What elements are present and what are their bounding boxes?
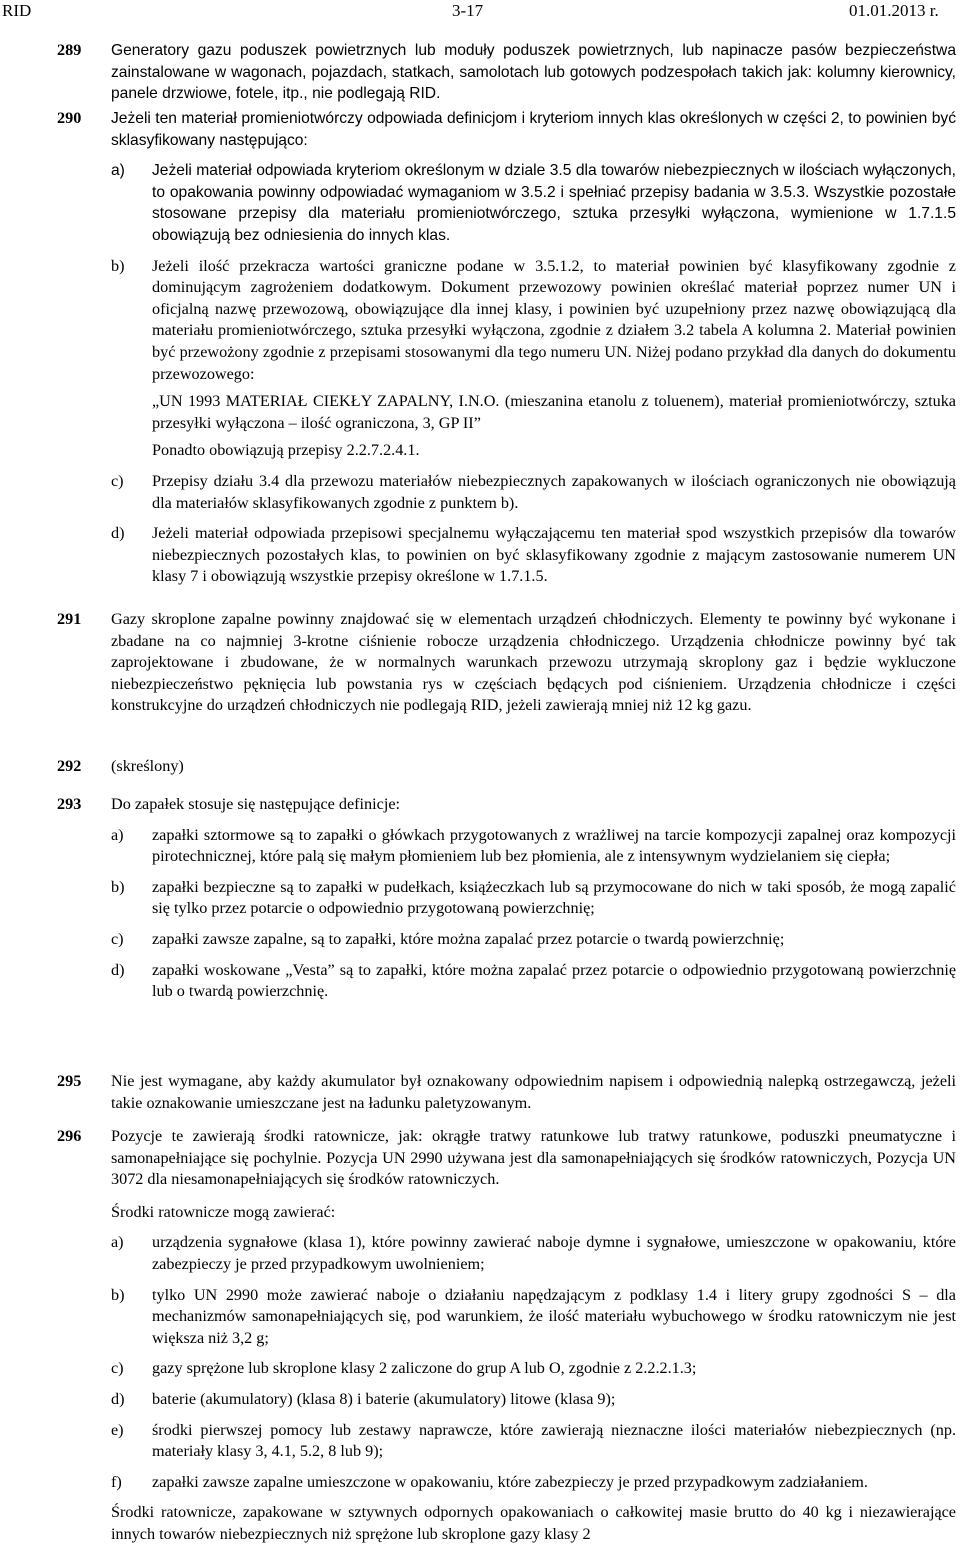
- provision-text: Nie jest wymagane, aby każdy akumulator był oznakowany odpowiednim napisem i odpowiednią nalepką ostrzegawczą, jeżeli takie oznakowanie umieszczane jest na ładunku paletyzowanym.: [111, 1072, 956, 1112]
- list-item-label: a): [111, 162, 125, 180]
- list-item-label: c): [111, 471, 124, 490]
- provision-body: [111, 1126, 956, 1546]
- list-item-label: a): [111, 1233, 124, 1252]
- list-item: [111, 523, 956, 588]
- provision-number: 296: [57, 1127, 82, 1145]
- header-doc-name: RID: [2, 1, 32, 20]
- provision-intro: Do zapałek stosuje się następujące definicje:: [111, 795, 401, 813]
- provision-body: [111, 794, 956, 1003]
- provision-text: Pozycje te zawierają środki ratownicze, jak: okrągłe tratwy ratunkowe lub tratwy ratunkowe, poduszki pneumatyczne i samonapełniające się pochylnie. Pozycja UN 2990 używana jest dla samonapełniających się środków ratowniczych, Pozycja UN 3072 dla niesamonapełniających się środków ratowniczych.: [111, 1127, 956, 1189]
- list-item: [111, 929, 956, 951]
- provision-intro: Jeżeli ten materiał promieniotwórczy odpowiada definicjom i kryteriom innych klas określonych w części 2, to powinien być sklasyfikowany następująco:: [111, 110, 956, 149]
- list-item: [111, 877, 956, 920]
- provision-number: 295: [57, 1072, 82, 1090]
- list-item: [111, 960, 956, 1003]
- list-item-text: Jeżeli materiał odpowiada przepisowi specjalnemu wyłączającemu ten materiał spod wszystkich przepisów dla towarów niebezpiecznych pozostałych klas, to powinien on być sklasyfikowany zgodnie z mającym zastosowanie numerem UN klasy 7 i obowiązują wszystkie przepisy określone w 1.7.1.5.: [152, 524, 956, 586]
- list-item: [111, 471, 956, 514]
- list-item: [111, 160, 956, 246]
- provision-number: 290: [57, 109, 82, 127]
- list-item-text: Jeżeli materiał odpowiada kryteriom określonym w dziale 3.5 dla towarów niebezpiecznych w ilościach wyłączonych, to opakowania powinny odpowiadać wymaganiom w 3.5.2 i spełniać przepisy badania w 3.5.3. Wszystkie pozostałe stosowane przepisy dla materiału promieniotwórczego, sztuka przesyłki wyłączona, wymienione w 1.7.1.5 obowiązują bez odniesienia do innych klas.: [152, 162, 956, 244]
- provision-text: Gazy skroplone zapalne powinny znajdować się w elementach urządzeń chłodniczych. Elementy te powinny być wykonane i zbadane na co najmniej 3-krotne ciśnienie robocze urządzenia chłodniczego. Urządzenia chłodnicze powinny być tak zaprojektowane i zbudowane, że w normalnych warunkach przewozu utrzymają skroplony gaz i będzie wykluczone niebezpieczeństwo pęknięcia lub powstania rys w częściach będących pod ciśnieniem. Urządzenia chłodnicze i części konstrukcyjne do urządzeń chłodniczych nie podlegają RID, jeżeli zawierają mniej niż 12 kg gazu.: [111, 610, 956, 715]
- list-item-text: tylko UN 2990 może zawierać naboje o działaniu napędzającym z podklasy 1.4 i litery grupy zgodności S – dla mechanizmów samonapełniających się, pod warunkiem, że ilość materiału wybuchowego w środku ratowniczym nie jest większa niż 3,2 g;: [152, 1285, 956, 1347]
- list-item-label: b): [111, 1285, 125, 1304]
- list-item-text: urządzenia sygnałowe (klasa 1), które powinny zawierać naboje dymne i sygnałowe, umieszczone w opakowaniu, które zabezpieczy je przed przypadkowym uwolnieniem;: [152, 1233, 956, 1273]
- list-item-text: środki pierwszej pomocy lub zestawy naprawcze, które zawierają nieznaczne ilości materiałów niebezpiecznych (np. materiały klasy 3, 4.1, 5.2, 8 lub 9);: [152, 1420, 956, 1461]
- page-header: [0, 0, 960, 22]
- list-item: [111, 1389, 956, 1411]
- provision-text: Generatory gazu poduszek powietrznych lub moduły poduszek powietrznych, lub napinacze pasów bezpieczeństwa zainstalowane w wagonach, pojazdach, statkach, samolotach lub gotowych podzespołach takich jak: kolumny kierownicy, panele drzwiowe, fotele, itp., nie podlegają RID.: [111, 42, 956, 103]
- list-item: [111, 825, 956, 868]
- header-date: 01.01.2013 r.: [849, 1, 939, 20]
- list-item: [111, 1420, 956, 1463]
- list-item: [111, 256, 956, 462]
- list-item-label: d): [111, 1389, 125, 1408]
- list-item-label: b): [111, 256, 125, 275]
- list-item-text: gazy sprężone lub skroplone klasy 2 zaliczone do grup A lub O, zgodnie z 2.2.2.1.3;: [152, 1359, 697, 1378]
- provision-intro: Środki ratownicze mogą zawierać:: [111, 1202, 336, 1221]
- provision-number: 293: [57, 795, 82, 813]
- provision-closing-text: Środki ratownicze, zapakowane w sztywnych odpornych opakowaniach o całkowitej masie brutto do 40 kg i niezawierające innych towarów niebezpiecznych niż sprężone lub skroplone gazy klasy 2: [111, 1503, 956, 1543]
- list-item-label: d): [111, 960, 125, 979]
- list-item-text: baterie (akumulatory) (klasa 8) i baterie (akumulatory) litowe (klasa 9);: [152, 1389, 616, 1408]
- list-item-text: zapałki sztormowe są to zapałki o główkach przygotowanych z wrażliwej na tarcie kompozycji zapalnej oraz kompozycji pirotechnicznej, które palą się małym płomieniem lub bez płomienia, ale z intensywnym wydzielaniem się ciepła;: [152, 825, 956, 866]
- provision-number: 289: [57, 41, 82, 59]
- list-item-label: a): [111, 825, 124, 844]
- header-page-number: 3-17: [452, 1, 484, 20]
- list-item-label: e): [111, 1420, 124, 1439]
- list-item: [111, 1472, 956, 1494]
- list-item-text: zapałki bezpieczne są to zapałki w pudełkach, książeczkach lub są przymocowane do nich w taki sposób, że mogą zapalić się tylko przez potarcie o odpowiednio przygotowaną powierzchnię;: [152, 877, 956, 918]
- list-item: [111, 1285, 956, 1350]
- list-item-note: Ponadto obowiązują przepisy 2.2.7.2.4.1.: [152, 441, 420, 460]
- list-item: [111, 1358, 956, 1380]
- list-item-text: zapałki woskowane „Vesta” są to zapałki, które można zapalać przez potarcie o odpowiednio przygotowaną powierzchnię lub o twardą powierzchnię.: [152, 960, 956, 1001]
- list-item-text: zapałki zawsze zapalne, są to zapałki, które można zapalać przez potarcie o twardą powierzchnię;: [152, 929, 785, 948]
- list-item: [111, 1232, 956, 1275]
- provision-body: [111, 108, 956, 588]
- provision-number: 291: [57, 610, 82, 628]
- list-item-text: Przepisy działu 3.4 dla przewozu materiałów niebezpiecznych zapakowanych w ilościach ograniczonych nie obowiązują dla materiałów sklasyfikowanych zgodnie z punktem b).: [152, 471, 956, 512]
- list-item-text: zapałki zawsze zapalne umieszczone w opakowaniu, które zabezpieczy je przed przypadkowym zadziałaniem.: [152, 1472, 868, 1491]
- provision-number: 292: [57, 757, 82, 775]
- list-item-label: d): [111, 524, 125, 543]
- list-item-label: f): [111, 1472, 122, 1491]
- shipping-document-example: „UN 1993 MATERIAŁ CIEKŁY ZAPALNY, I.N.O. (mieszanina etanolu z toluenem), materiał promieniotwórczy, sztuka przesyłki wyłączona – ilość ograniczona, 3, GP II”: [152, 392, 956, 432]
- list-item-label: b): [111, 877, 125, 896]
- list-item-text: Jeżeli ilość przekracza wartości graniczne podane w 3.5.1.2, to materiał powinien być klasyfikowany zgodnie z dominującym zagrożeniem dodatkowym. Dokument przewozowy powinien określać materiał poprzez numer UN i oficjalną nazwę przewozową, obowiązujące dla innej klasy, i powinien być uzupełniony przez nazwę obowiązującą dla materiału promieniotwórczego, sztuka przesyłki wyłączona, zgodnie z działem 3.2 tabela A kolumna 2. Materiał powinien być przewożony zgodnie z przepisami stosowanymi dla tego numeru UN. Niżej podano przykład dla danych do dokumentu przewozowego:: [152, 256, 956, 383]
- list-item-label: c): [111, 929, 124, 948]
- provision-text: (skreślony): [111, 757, 184, 775]
- list-item-label: c): [111, 1359, 124, 1378]
